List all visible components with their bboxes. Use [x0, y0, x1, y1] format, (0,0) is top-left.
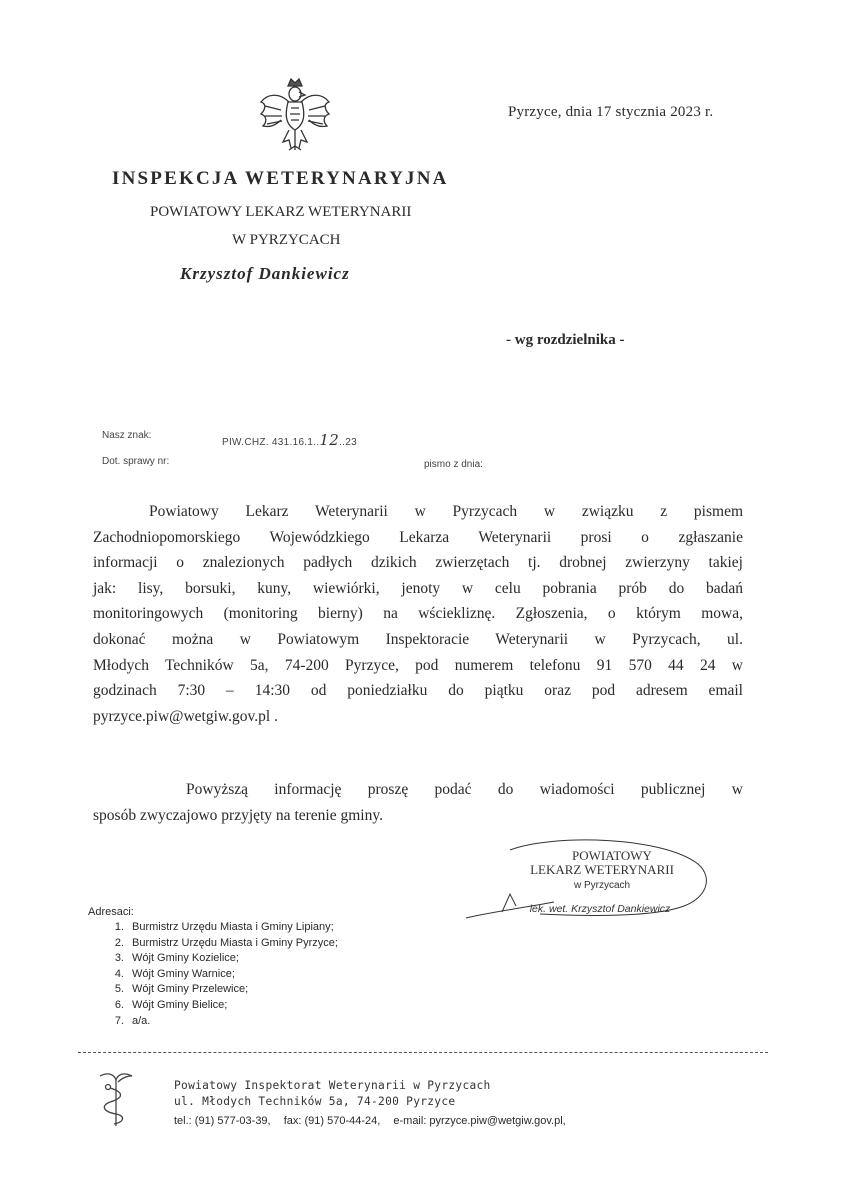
official-stamp — [462, 832, 712, 928]
recipient-note: - wg rozdzielnika - — [506, 332, 625, 348]
addressees-title: Adresaci: — [88, 906, 134, 918]
list-item: 3. Wójt Gminy Kozielice; — [114, 952, 239, 965]
body-paragraph-2 — [93, 777, 743, 828]
stamp-line2: LEKARZ WETERYNARII — [530, 862, 674, 877]
official-name: Krzysztof Dankiewicz — [180, 264, 350, 283]
body-line: Powiatowy Lekarz Weterynarii w Pyrzycach w związku z pismem — [149, 503, 743, 520]
body-line: Młodych Techników 5a, 74-200 Pyrzyce, pod numerem telefonu 91 570 44 24 w — [93, 656, 743, 674]
body-line: sposób zwyczajowo przyjęty na terenie gminy. — [93, 806, 383, 824]
polish-eagle-icon — [255, 72, 335, 158]
caduceus-icon — [96, 1070, 136, 1130]
our-mark-suffix: ..23 — [339, 437, 357, 448]
our-mark-prefix: PIW.CHZ. 431.16.1.. — [222, 437, 320, 448]
list-item: 6. Wójt Gminy Bielice; — [114, 998, 228, 1011]
our-mark-label: Nasz znak: — [102, 430, 152, 441]
place-and-date: Pyrzyce, dnia 17 stycznia 2023 r. — [508, 104, 714, 120]
list-item: 1. Burmistrz Urzędu Miasta i Gminy Lipiany; — [114, 921, 334, 933]
body-line: jak: lisy, borsuki, kuny, wiewiórki, jenoty w celu pobrania prób do badań — [93, 579, 743, 597]
body-line: pyrzyce.piw@wetgiw.gov.pl . — [93, 707, 278, 725]
stamp-signature: lek. wet. Krzysztof Dankiewicz — [529, 903, 671, 915]
body-line: Zachodniopomorskiego Wojewódzkiego Lekarza Weterynarii prosi o zgłaszanie — [93, 528, 743, 546]
footer-email: e-mail: pyrzyce.piw@wetgiw.gov.pl, — [393, 1115, 566, 1127]
list-item: 7. a/a. — [114, 1014, 151, 1027]
footer-contact — [174, 1115, 576, 1127]
stamp-line3: w Pyrzycach — [573, 880, 631, 891]
issuer-title-line2: W PYRZYCACH — [232, 232, 341, 248]
body-line: godzinach 7:30 – 14:30 od poniedziałku do piątku oraz pod adresem email — [93, 682, 743, 700]
our-mark-handwritten: 12 — [319, 431, 340, 449]
list-item: 4. Wójt Gminy Warnice; — [114, 967, 235, 980]
footer-divider — [78, 1052, 768, 1053]
issuer-title-line1: POWIATOWY LEKARZ WETERYNARII — [150, 204, 412, 220]
body-line: informacji o znalezionych padłych dzikich zwierzętach tj. drobnej zwierzyny takiej — [93, 554, 743, 572]
body-line: Powyższą informację proszę podać do wiadomości publicznej w — [186, 781, 743, 798]
stamp-line1: POWIATOWY — [572, 848, 652, 863]
list-item: 5. Wójt Gminy Przelewice; — [114, 983, 249, 996]
body-line: dokonać można w Powiatowym Inspektoracie Weterynarii w Pyrzycach, ul. — [93, 630, 743, 648]
body-line: monitoringowych (monitoring bierny) na wściekliznę. Zgłoszenia, o którym mowa, — [93, 605, 743, 623]
footer-fax: fax: (91) 570-44-24, — [283, 1115, 381, 1127]
footer-institution: Powiatowy Inspektorat Weterynarii w Pyrzycach — [174, 1079, 491, 1092]
organization-title: INSPEKCJA WETERYNARYJNA — [112, 168, 449, 189]
list-item: 2. Burmistrz Urzędu Miasta i Gminy Pyrzyce; — [114, 936, 338, 949]
letter-date-label: pismo z dnia: — [424, 459, 483, 470]
addressees-list — [104, 920, 338, 1029]
our-mark-value — [222, 431, 357, 449]
footer-address: ul. Młodych Techników 5a, 74-200 Pyrzyce — [174, 1095, 456, 1108]
footer-tel: tel.: (91) 577-03-39, — [174, 1115, 271, 1127]
case-number-label: Dot. sprawy nr: — [102, 456, 170, 467]
body-paragraph-1 — [93, 499, 743, 729]
